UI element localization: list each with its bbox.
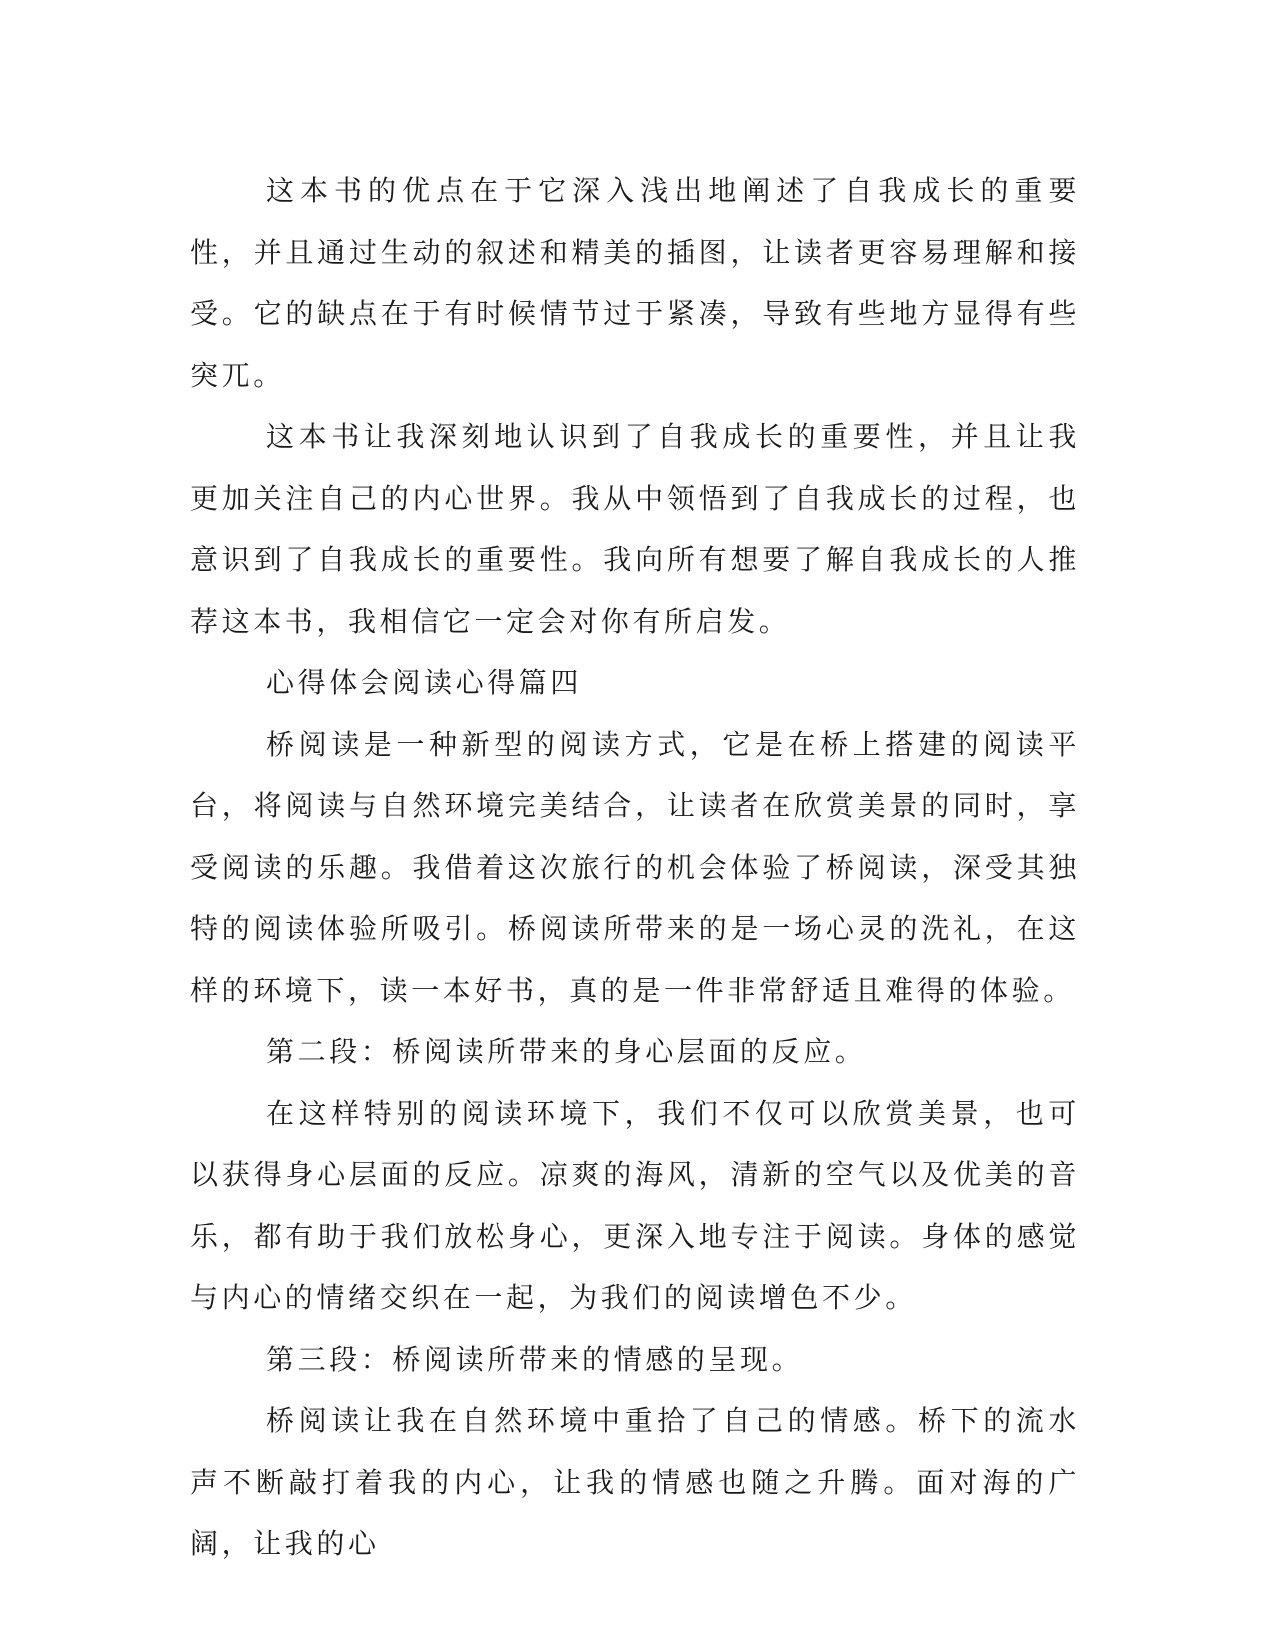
section-heading-third: 第三段：桥阅读所带来的情感的呈现。 [266, 1342, 804, 1376]
section-heading-second: 第二段：桥阅读所带来的身心层面的反应。 [266, 1035, 867, 1068]
paragraph-book-recommendation: 这本书让我深刻地认识到了自我成长的重要性，并且让我更加关注自己的内心世界。我从中领悟到了自我成长的过程，也意识到了自我成长的重要性。我向所有想要了解自我成长的人推荐这本书，我相信它一定会对你有所启发。 [190, 420, 1080, 638]
section-heading-part-four: 心得体会阅读心得篇四 [266, 666, 583, 699]
paragraph-book-merits: 这本书的优点在于它深入浅出地阐述了自我成长的重要性，并且通过生动的叙述和精美的插图，让读者更容易理解和接受。它的缺点在于有时候情节过于紧凑，导致有些地方显得有些突兀。 [190, 174, 1080, 392]
paragraph-body-mind-reaction: 在这样特别的阅读环境下，我们不仅可以欣赏美景，也可以获得身心层面的反应。凉爽的海风，清新的空气以及优美的音乐，都有助于我们放松身心，更深入地专注于阅读。身体的感觉与内心的情绪交织在一起，为我们的阅读增色不少。 [190, 1096, 1080, 1314]
paragraph-bridge-reading-intro: 桥阅读是一种新型的阅读方式，它是在桥上搭建的阅读平台，将阅读与自然环境完美结合，让读者在欣赏美景的同时，享受阅读的乐趣。我借着这次旅行的机会体验了桥阅读，深受其独特的阅读体验所吸引。桥阅读所带来的是一场心灵的洗礼，在这样的环境下，读一本好书，真的是一件非常舒适且难得的体验。 [190, 727, 1080, 1007]
paragraph-emotion: 桥阅读让我在自然环境中重拾了自己的情感。桥下的流水声不断敲打着我的内心，让我的情感也随之升腾。面对海的广阔，让我的心 [190, 1404, 1080, 1560]
document-body [190, 160, 1080, 1575]
